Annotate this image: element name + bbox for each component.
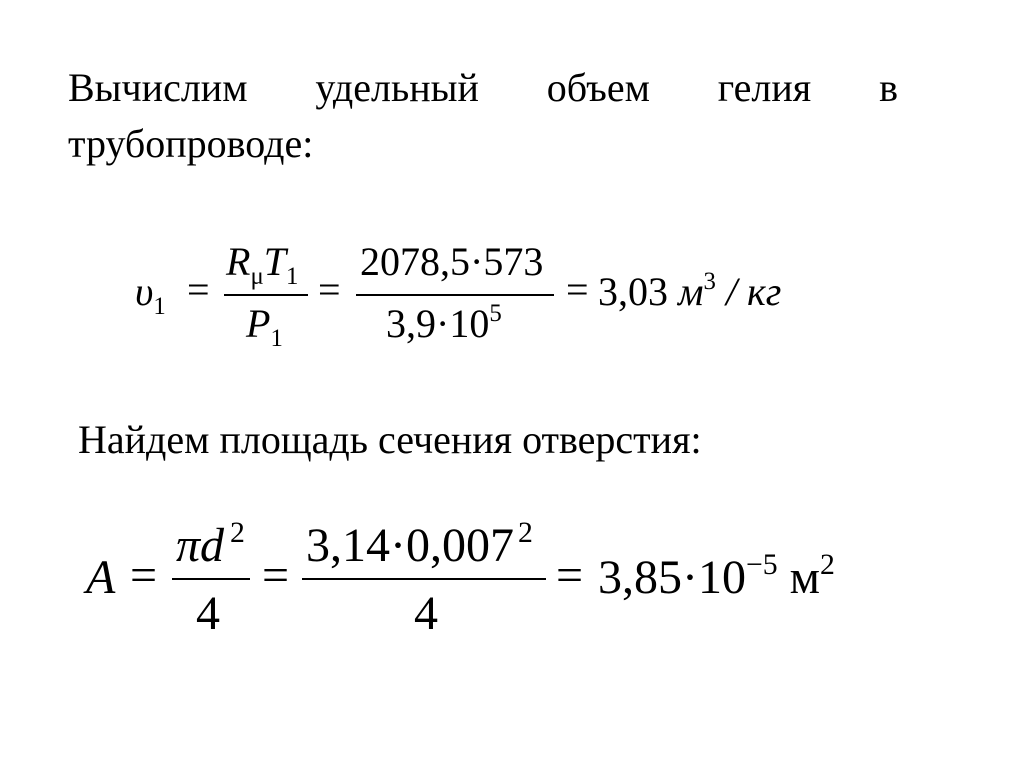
eq2-frac2-denominator: 4 — [414, 587, 438, 640]
eq1-frac2-numerator: 2078,5·573 — [360, 239, 544, 284]
intro-word: объем — [546, 65, 650, 110]
intro-word: в — [879, 65, 898, 110]
eq1-frac2-denominator: $3,9\cdot 10^5$ — [386, 299, 502, 346]
eq1-frac1-denominator: $P_1$ — [246, 301, 283, 352]
intro-word: гелия — [717, 65, 812, 110]
eq1-equals-2: = — [318, 267, 341, 312]
eq1-frac1-numerator: $R_\mu T_1$ — [226, 239, 299, 290]
eq1-result: 3,03 $м^3$ / кг — [598, 267, 782, 314]
eq2-equals-3: = — [556, 549, 584, 602]
eq2-frac2-bar — [302, 578, 546, 580]
eq2-lhs: A — [86, 551, 116, 604]
eq2-equals-1: = — [130, 549, 158, 602]
eq2-result: $3,85\cdot 10^{-5}$ $м^2$ — [598, 547, 835, 604]
eq2-frac1-denominator: 4 — [196, 587, 220, 640]
eq2-equals-2: = — [262, 549, 290, 602]
area-heading: Найдем площадь сечения отверстия: — [78, 417, 702, 462]
eq1-equals-3: = — [566, 267, 589, 312]
eq2-frac2-numerator: 3,14·0,007 $^2$ — [306, 515, 533, 572]
eq1-lhs: $\upsilon_1$ — [135, 269, 166, 320]
eq2-frac1-bar — [172, 578, 250, 580]
eq1-equals-1: = — [187, 267, 210, 312]
intro-line-2: трубопроводе: — [68, 121, 314, 166]
intro-word: Вычислим — [68, 65, 248, 110]
eq2-frac1-numerator: πd $^2$ — [176, 515, 245, 572]
intro-word: удельный — [315, 65, 479, 110]
